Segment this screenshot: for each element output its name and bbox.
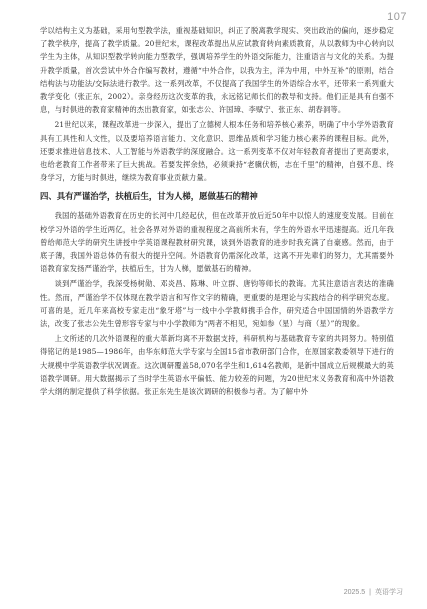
footer-separator: | bbox=[369, 589, 371, 596]
footer-date: 2025.5 bbox=[343, 589, 366, 596]
paragraph: 上文所述的几次外语课程的重大革新均离不开数据支持，科研机构与基础教育专家的共同努力。特别值得铭记的是1985—1986年，由华东师范大学专家与全国15省市教研部门合作，在原国家教委领导下进行的大规模中学英语教学状况调查。这次调研覆盖58,070名学生和1,614名教师，是新中国成立后规模最大的英语教学调研。用大数据揭示了当时学生英语水平偏低、能力较差的问题，为20世纪末义务教育和高中外语教学大纲的制定提供了科学依据。张正东先生是该次调研的积极参与者。为了解中外 bbox=[40, 334, 394, 397]
page-footer bbox=[344, 587, 403, 597]
paragraph: 谈到严谨治学，我深受杨树勋、邓炎昌、陈琳、叶立群、唐钧等师长的教诲。尤其注意语言表达的准确性。然而，严谨治学不仅体现在教学语言和写作文字的精确，更重要的是理论与实践结合的科学研究态度。可喜的是，近几年来高校专家走出“象牙塔”与一线中小学教师携手合作，研究适合中国国情的外语教学方法，改变了张志公先生曾形容专家与中小学教师为“两者不相见，宛如参（星）与商（星）”的现象。 bbox=[40, 279, 394, 329]
paragraph: 学以结构主义为基础，采用句型教学法，重视基础知识，纠正了脱离教学现实、突出政治的偏向，逐步稳定了教学秩序，提高了教学质量。20世纪末，课程改革提出从应试教育转向素质教育，从以教师为中心转向以学生为主体，从知识型教学转向能力型教学，强调培养学生的外语交际能力，注重语言与文化的关系。为提升教学质量，首次尝试中外合作编写教材，遵循“中外合作，以我为主，洋为中用，中外互补”的原则，结合结构法与功能法/交际法进行教学。这一系列改革，不仅提高了我国学生的外语综合水平，还带来一系列重大教学变化（张正东，2002）。亲身经历这次变革的我，永远铭记师长们的教导和支持。他们正是具有自强不息，与时俱进的教育家精神的杰出教育家，如张志公、许国璋、李赋宁、张正东、胡春洞等。 bbox=[40, 26, 394, 115]
paragraph: 我国的基础外语教育在历史的长河中几经起伏，但在改革开放后近50年中以惊人的速度变发展。目前在校学习外语的学生近两亿，社会各界对外语的重视程度之高前所未有，学生的外语水平迅速提高。近几年我曾给师范大学的研究生讲授中学英语课程教材研究课，谈到外语教育的进步时我充满了自豪感。然而，由于底子薄，我国外语总体仍有很大的提升空间。外语教育仍需深化改革，这离不开先辈们的努力，尤其需要外语教育家发扬严谨治学，扶植后生，甘为人梯，愿做基石的精神。 bbox=[40, 211, 394, 274]
paragraph: 21世纪以来，课程改革进一步深入，提出了立德树人根本任务和培养核心素养，明确了中小学外语教育具有工具性和人文性，以及要培养语言能力、文化意识、思维品质和学习能力核心素养的课程目标。此外，还要求推进信息技术、人工智能与外语教学的深度融合。这一系列变革不仅对年轻教育者提出了更高要求，也给老教育工作者带来了巨大挑战。若要发挥余热，必须秉持“老骥伏枥，志在千里”的精神，自强不息、终身学习，方能与时俱进，继续为教育事业贡献力量。 bbox=[40, 120, 394, 183]
page-number: 107 bbox=[387, 11, 407, 23]
section-heading: 四、具有严谨治学，扶植后生，甘为人梯，愿做基石的精神 bbox=[40, 191, 258, 202]
footer-journal: 英语学习 bbox=[375, 589, 403, 596]
article-body bbox=[40, 24, 394, 400]
